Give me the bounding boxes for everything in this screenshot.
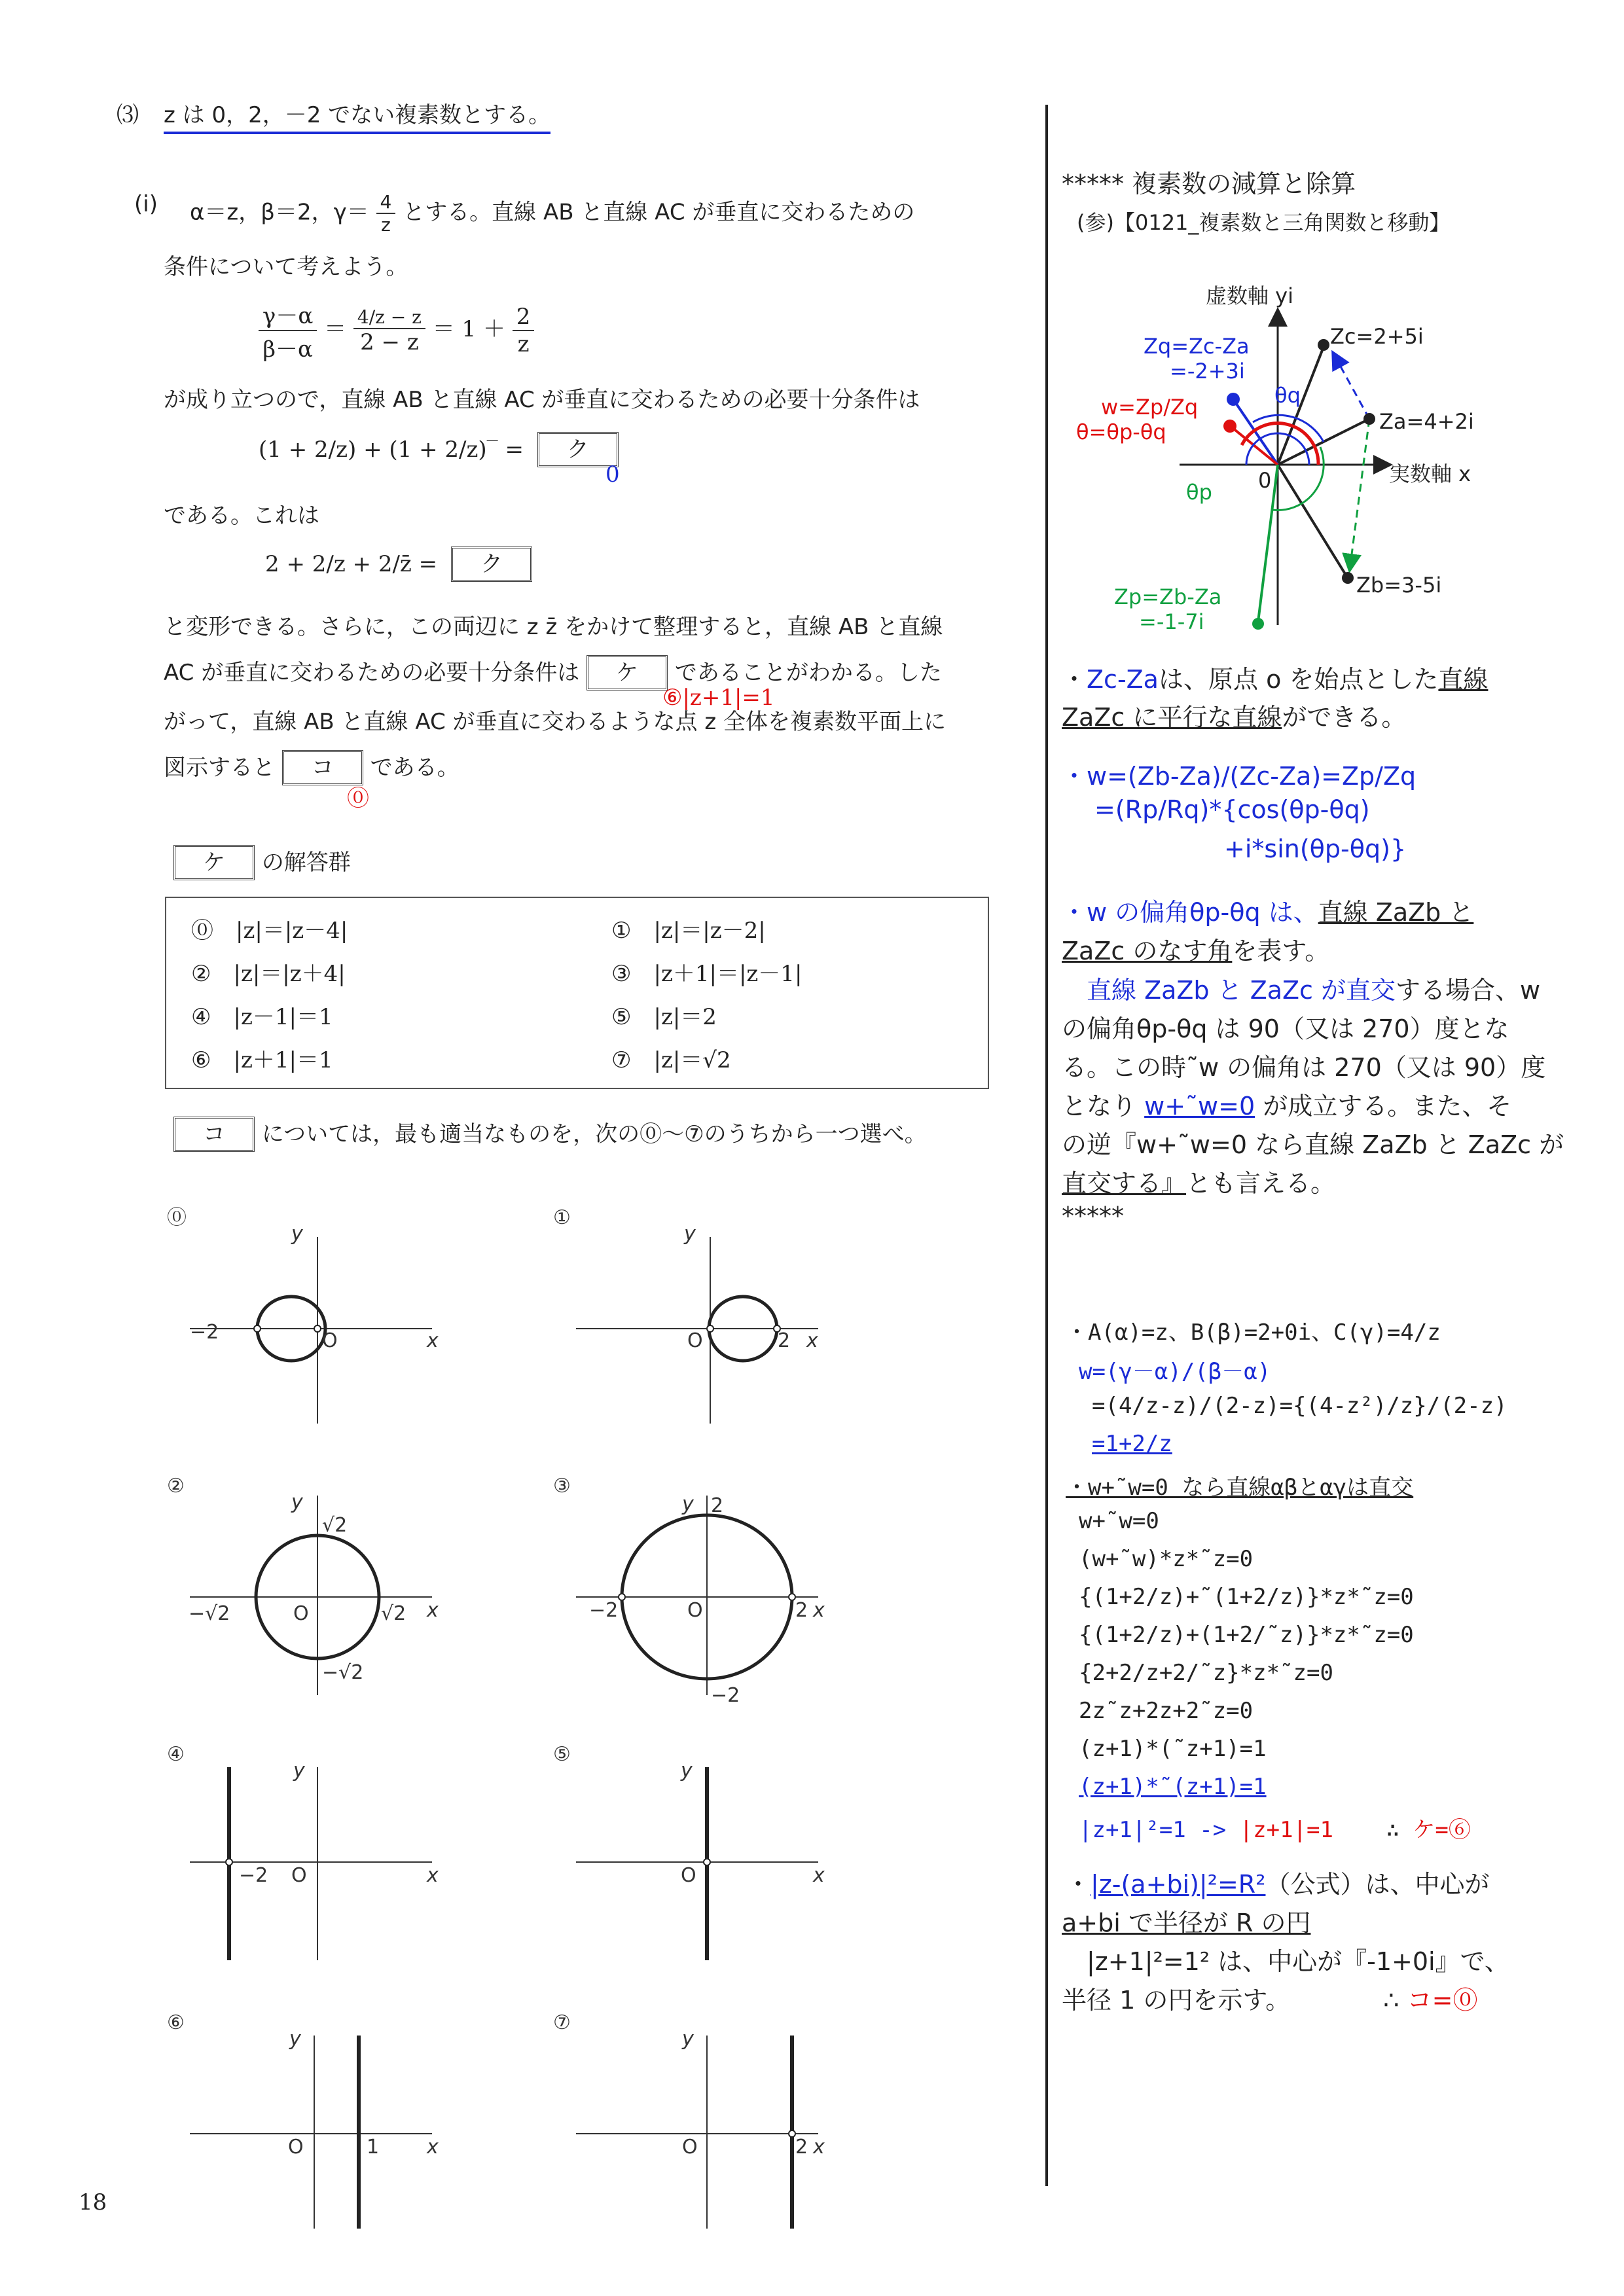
c-line2: w=(γ－α)/(β－α) (1079, 1359, 1271, 1385)
graph-2-right: √2 (381, 1602, 406, 1625)
d-line9: (z+1)*˜(z+1)=1 (1079, 1774, 1267, 1800)
graph-1-x: x (806, 1329, 818, 1352)
label-theta-q: θq (1274, 383, 1301, 408)
zuji-line (164, 749, 460, 785)
answer-box-ke[interactable]: ケ (586, 655, 668, 691)
option-item (191, 999, 333, 1031)
graph-0-y: y (291, 1223, 303, 1246)
p2-line1: ・w=(Zb-Za)/(Zc-Za)=Zp/Zq (1062, 762, 1416, 791)
d-line5: {(1+2/z)+(1+2/˜z)}*z*˜z=0 (1079, 1622, 1414, 1648)
graph-3-bot: −2 (711, 1684, 740, 1707)
p4-f: w+˜w=0 (1144, 1092, 1255, 1121)
p4-line4 (1062, 1086, 1511, 1122)
d-line3: (w+˜w)*z*˜z=0 (1079, 1546, 1254, 1572)
vector-zb (1278, 465, 1346, 576)
e4-answer: コ=⓪ (1407, 1986, 1478, 2015)
gatte-text: がって，直線 AB と直線 AC が垂直に交わるような点 z 全体を複素数平面上に (164, 709, 946, 735)
graph-3-left: −2 (589, 1599, 619, 1622)
p3-d: を表す。 (1232, 937, 1330, 965)
graph-2-x: x (427, 1599, 439, 1622)
graph-1-label: 2 (778, 1329, 791, 1352)
label-origin: 0 (1258, 468, 1272, 493)
graph-7-label: 2 (795, 2136, 808, 2159)
d-line6: {2+2/z+2/˜z}*z*˜z=0 (1079, 1660, 1333, 1686)
p4-line6 (1062, 1163, 1335, 1199)
graph-3-mark: ③ (553, 1475, 571, 1498)
part-i-line2: 条件について考えよう。 (164, 254, 408, 280)
suffices-text: が成り立つので，直線 AB と直線 AC が垂直に交わるための必要十分条件は (164, 387, 920, 413)
p4-i: 直交する』 (1062, 1169, 1187, 1198)
e4-a: 半径 1 の円を示す。 (1062, 1986, 1291, 2015)
d-line4: {(1+2/z)+˜(1+2/z)}*z*˜z=0 (1079, 1584, 1414, 1610)
option-item (611, 999, 717, 1031)
ac-line-a: AC が垂直に交わるための必要十分条件は (164, 660, 580, 686)
p3-b: 直線 ZaZb と (1318, 898, 1474, 927)
d10-b: |z+1|=1 (1239, 1817, 1333, 1843)
d10-therefore: ∴ (1386, 1817, 1399, 1843)
answer-box-ku-2[interactable]: ク (451, 547, 532, 582)
graph-5-origin: O (681, 1864, 696, 1887)
p4-e: となり (1062, 1092, 1137, 1121)
gamma-fraction: $\frac{4}{z}$ (376, 191, 396, 236)
option-expr: |z＋1|＝1 (233, 1047, 333, 1073)
answer-box-ko[interactable]: コ (282, 750, 363, 785)
p4-line3: る。この時˜w の偏角は 270（又は 90）度 (1062, 1053, 1546, 1082)
equation-3 (265, 547, 532, 582)
graph-5-y: y (681, 1759, 693, 1782)
p4-a: 直線 ZaZb と ZaZc が直交 (1087, 976, 1396, 1005)
p1-parallel: ZaZc に平行な直線 (1062, 703, 1282, 732)
option-expr: |z|＝√2 (653, 1047, 731, 1073)
equation-1: $\frac{\gamma-\alpha}{\beta-\alpha}$ ＝ $\frac{4/z - z}{2 - z}$ ＝ 1 ＋ $\frac{2}{z}$ (259, 298, 534, 363)
part-i-text (190, 191, 914, 236)
d10-a: |z+1|²=1 -> (1079, 1817, 1227, 1843)
dearu-text: である。これは (164, 503, 319, 529)
option-expr: |z＋1|＝|z－1| (653, 961, 803, 987)
answer-ke: ⑥|z+1|=1 (662, 685, 775, 711)
graph-3-top: 2 (711, 1494, 724, 1517)
graph-4-mark: ④ (167, 1743, 185, 1766)
option-expr: |z|＝|z＋4| (233, 961, 346, 987)
p3-c: ZaZc のなす角 (1062, 937, 1233, 965)
graph-2-top: √2 (322, 1514, 348, 1537)
option-mark: ① (611, 918, 632, 944)
graph-7-mark: ⑦ (553, 2011, 571, 2034)
option-mark: ④ (191, 1004, 211, 1030)
e1-text: （公式）は、中心が (1265, 1870, 1490, 1899)
graph-7-x: x (813, 2136, 825, 2159)
point-zp (1252, 618, 1264, 630)
label-zp-1: Zp=Zb-Za (1114, 584, 1222, 609)
eq1-lhs: $\frac{\gamma-\alpha}{\beta-\alpha}$ (259, 298, 317, 363)
graph-6 (190, 2028, 439, 2229)
label-za: Za=4+2i (1379, 409, 1474, 434)
p1-underline: 直線 (1438, 665, 1489, 694)
label-zc: Zc=2+5i (1330, 324, 1424, 349)
graph-1-mark: ① (553, 1206, 571, 1229)
option-item (191, 1042, 333, 1074)
p4-b: する場合、w (1396, 976, 1541, 1005)
graph-5-mark: ⑤ (553, 1743, 571, 1766)
p2-line3: +i*sin(θp-θq)} (1224, 834, 1407, 863)
point-zb (1342, 572, 1354, 584)
graph-2-y: y (291, 1491, 303, 1514)
label-theta-p: θp (1186, 480, 1212, 505)
graph-7-y: y (682, 2028, 694, 2051)
p4-line5: の逆『w+˜w=0 なら直線 ZaZb と ZaZc が (1062, 1130, 1564, 1159)
q3-number: ⑶ (117, 102, 139, 128)
p3-a: ・w の偏角θp-θq は、 (1062, 898, 1318, 927)
ke-group-heading (173, 844, 351, 880)
graph-3-origin: O (687, 1599, 703, 1622)
graph-4-origin: O (291, 1864, 307, 1887)
dashed-zp (1350, 419, 1369, 569)
option-mark: ⑥ (191, 1047, 211, 1073)
right-heading: ***** 複素数の減算と除算 (1062, 170, 1356, 198)
graph-6-label: 1 (367, 2136, 380, 2159)
reference-note: (参)【0121_複素数と三角関数と移動】 (1077, 210, 1451, 235)
option-mark: ⑤ (611, 1004, 632, 1030)
graph-1 (576, 1223, 818, 1424)
point-zc (1318, 339, 1329, 351)
options-box (165, 897, 989, 1089)
p4-g: が成立する。また、そ (1263, 1092, 1512, 1121)
p3-line2 (1062, 931, 1329, 967)
e4-therefore: ∴ (1383, 1986, 1399, 2015)
e-line3: |z+1|²=1² は、中心が『-1+0i』で、 (1087, 1947, 1509, 1976)
options-grid (166, 898, 988, 1088)
graph-0-origin: O (322, 1329, 338, 1352)
d-line7: 2z˜z+2z+2˜z=0 (1079, 1698, 1254, 1724)
eq3-expr: 2 + 2/z + 2/z̄ = (265, 551, 438, 577)
part-i-text-b: とする。直線 AB と直線 AC が垂直に交わるための (403, 199, 915, 226)
point-zq (1227, 393, 1240, 406)
label-real-axis: 実数軸 x (1389, 461, 1471, 486)
p1-line2 (1062, 697, 1406, 733)
choice-graphs (151, 1198, 871, 2245)
column-divider (1045, 105, 1048, 2186)
ac-line-b: であることがわかる。した (674, 660, 942, 686)
graph-0-label: −2 (190, 1321, 219, 1344)
e-line4 (1062, 1980, 1478, 2016)
e-line2: a+bi で半径が R の円 (1062, 1909, 1311, 1937)
graph-2 (189, 1491, 439, 1695)
graph-1-y: y (684, 1223, 696, 1246)
label-zq-1: Zq=Zc-Za (1144, 334, 1250, 359)
label-zp-2: =-1-7i (1139, 609, 1204, 634)
p2-line2: =(Rp/Rq)*{cos(θp-θq) (1094, 795, 1370, 824)
c-line1: ・A(α)=z、B(β)=2+0i、C(γ)=4/z (1066, 1319, 1441, 1346)
label-w-2: θ=θp-θq (1076, 420, 1166, 444)
graph-6-origin: O (288, 2136, 304, 2159)
graph-4-label: −2 (239, 1864, 268, 1887)
c-line4: =1+2/z (1092, 1431, 1172, 1457)
option-expr: |z|＝|z－4| (236, 918, 348, 944)
graph-5-x: x (813, 1864, 825, 1887)
complex-plane-diagram (1062, 272, 1559, 651)
dashed-zq (1333, 353, 1369, 419)
graph-6-x: x (427, 2136, 439, 2159)
equation-2 (259, 432, 619, 467)
option-item (191, 912, 348, 944)
p1-text: は、原点 o を始点とした (1158, 665, 1439, 694)
e1-bullet: ・ (1066, 1870, 1091, 1899)
p4-line2: の偏角θp-θq は 90（又は 270）度とな (1062, 1014, 1509, 1043)
graph-3-right: 2 (795, 1599, 808, 1622)
graph-4 (190, 1759, 439, 1960)
zuji-b: である。 (370, 755, 460, 781)
d10-answer: ケ=⑥ (1413, 1817, 1471, 1843)
eq1-mid: ＝ 1 ＋ (432, 316, 505, 342)
option-item (611, 956, 802, 988)
option-mark: ③ (611, 961, 632, 987)
ko-instruction-box: コ (173, 1117, 255, 1152)
graph-3-y: y (682, 1493, 694, 1516)
graph-2-bot: −√2 (322, 1661, 364, 1684)
p3-line1 (1062, 892, 1473, 928)
graph-0 (190, 1223, 439, 1424)
ko-instruction (173, 1116, 927, 1152)
p1-bullet: ・ (1062, 665, 1087, 694)
graph-2-mark: ② (167, 1475, 185, 1498)
p4-line1 (1087, 970, 1540, 1006)
p1-line1 (1062, 659, 1488, 695)
graph-6-y: y (289, 2028, 301, 2051)
option-item (611, 1042, 731, 1074)
ko-instruction-text: については，最も適当なものを，次の⓪～⑦のうちから一つ選べ。 (261, 1121, 927, 1147)
graph-6-mark: ⑥ (167, 2011, 185, 2034)
page-number: 18 (79, 2189, 107, 2215)
c-line3: =(4/z-z)/(2-z)={(4-z²)/z}/(2-z) (1092, 1393, 1507, 1419)
option-expr: |z|＝|z－2| (653, 918, 766, 944)
graph-3 (576, 1493, 825, 1707)
d-line8: (z+1)*(˜z+1)=1 (1079, 1736, 1267, 1762)
option-expr: |z－1|＝1 (233, 1004, 333, 1030)
graph-4-y: y (293, 1759, 305, 1782)
label-w-1: w=Zp/Zq (1101, 395, 1199, 420)
answer-box-ku[interactable]: ク (537, 432, 619, 467)
part-i-number: (i) (134, 191, 158, 217)
ke-group-label: の解答群 (261, 850, 351, 876)
p4-j: とも言える。 (1186, 1169, 1336, 1198)
label-zq-2: =-2+3i (1170, 359, 1245, 384)
eq2-expr: (1 + 2/z) + (1 + 2/z)‾ = (259, 437, 524, 463)
answer-ku: 0 (605, 461, 620, 488)
option-mark: ② (191, 961, 211, 987)
point-w (1223, 420, 1236, 433)
graph-3-x: x (813, 1599, 825, 1622)
ac-line (164, 655, 942, 691)
graph-7-origin: O (682, 2136, 698, 2159)
label-zb: Zb=3-5i (1356, 573, 1442, 598)
graph-2-left: −√2 (189, 1602, 230, 1625)
e-line1 (1066, 1864, 1489, 1900)
option-expr: |z|＝2 (653, 1004, 717, 1030)
graph-4-x: x (427, 1864, 439, 1887)
option-item (191, 956, 346, 988)
graph-2-origin: O (293, 1602, 309, 1625)
graph-5 (576, 1759, 825, 1960)
vector-zq (1233, 399, 1278, 465)
answer-ko: ⓪ (347, 785, 369, 812)
graph-0-mark: ⓪ (167, 1206, 187, 1229)
d-line2: w+˜w=0 (1079, 1508, 1159, 1534)
zuji-a: 図示すると (164, 755, 275, 781)
point-za (1363, 413, 1375, 425)
option-mark: ⓪ (191, 918, 213, 944)
henkei-text: と変形できる。さらに，この両辺に z z̄ をかけて整理すると，直線 AB と直線 (164, 614, 943, 640)
p1-end: ができる。 (1282, 703, 1407, 732)
ke-group-box: ケ (173, 845, 255, 880)
graph-0-x: x (427, 1329, 439, 1352)
option-mark: ⑦ (611, 1047, 632, 1073)
d-line10 (1079, 1812, 1471, 1844)
closing-stars: ***** (1062, 1202, 1124, 1230)
part-i-text-a: α＝z，β＝2，γ＝ (190, 199, 369, 226)
e1-formula: |z-(a+bi)|²=R² (1091, 1870, 1266, 1899)
option-item (611, 912, 766, 944)
label-imag-axis: 虚数軸 yi (1206, 283, 1294, 308)
graph-1-origin: O (687, 1329, 703, 1352)
graph-7 (576, 2028, 825, 2229)
q3-statement: z は 0，2，－2 でない複素数とする。 (164, 97, 550, 134)
d-line1: ・w+˜w=0 なら直線αβとαγは直交 (1066, 1475, 1414, 1501)
p1-zcza: Zc-Za (1087, 665, 1159, 694)
